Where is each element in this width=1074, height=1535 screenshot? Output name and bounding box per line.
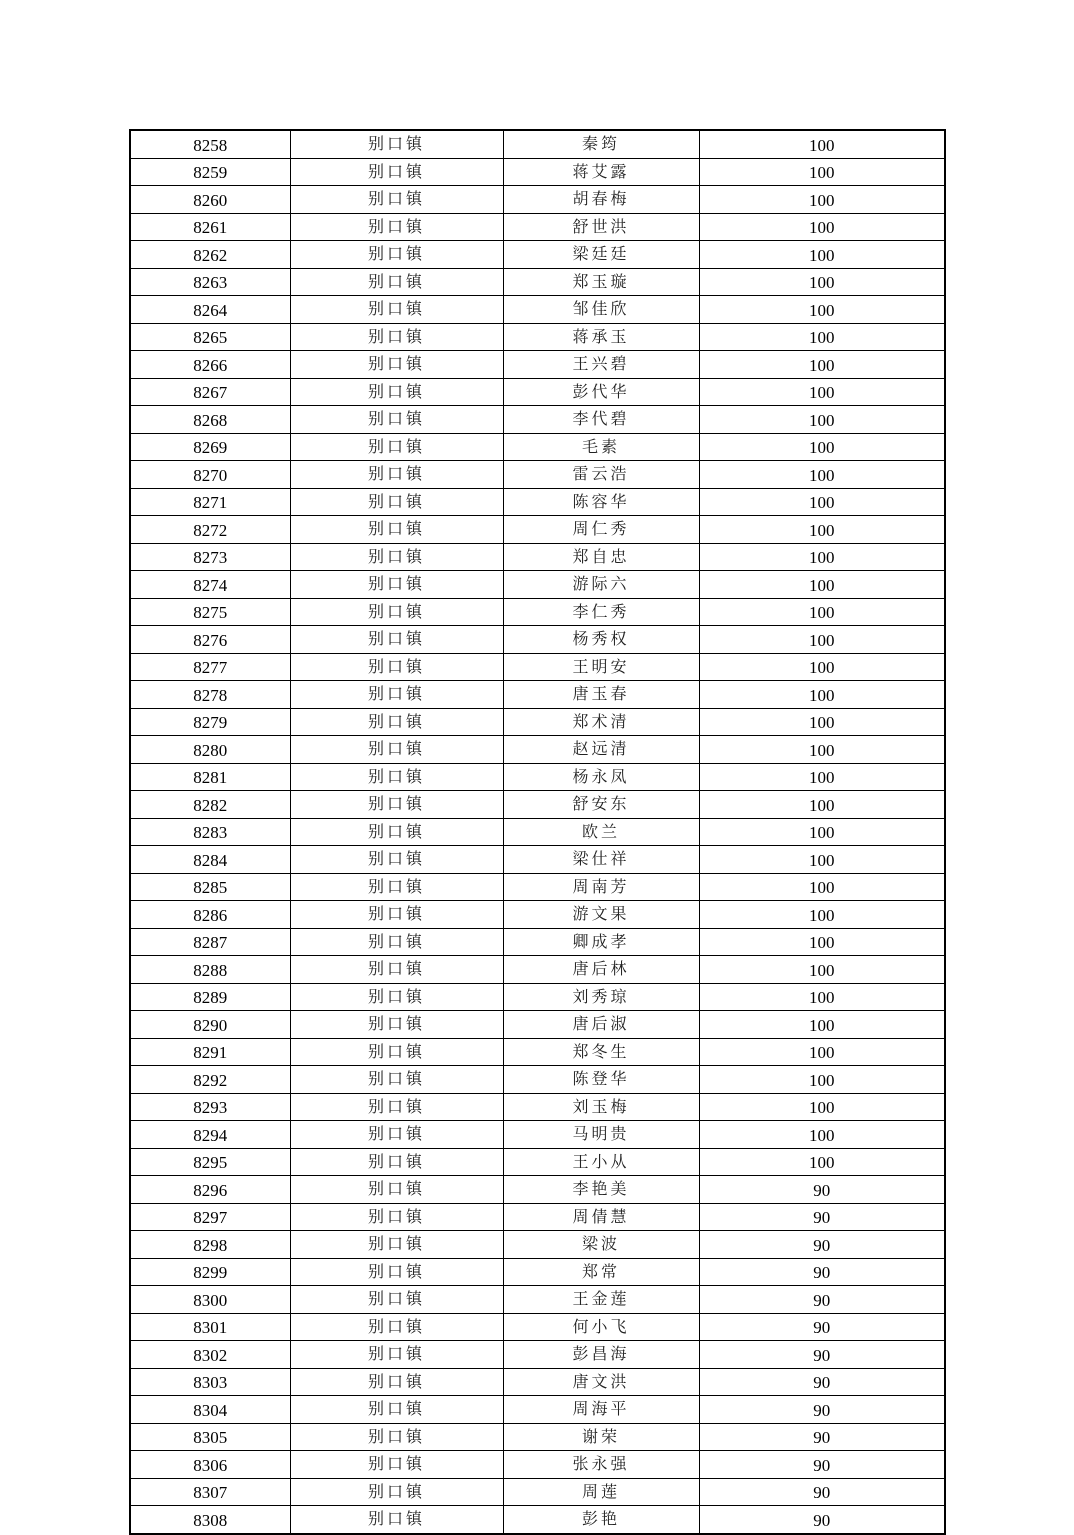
table-row — [130, 1368, 945, 1396]
person-name-cell: 梁廷廷 — [503, 241, 699, 269]
town-cell: 别口镇 — [290, 268, 503, 296]
town-cell: 别口镇 — [290, 681, 503, 709]
town-cell: 别口镇 — [290, 1011, 503, 1039]
town-cell: 别口镇 — [290, 158, 503, 186]
table-row — [130, 1203, 945, 1231]
person-name-cell: 王兴碧 — [503, 351, 699, 379]
table-row — [130, 241, 945, 269]
table-row — [130, 488, 945, 516]
town-cell: 别口镇 — [290, 791, 503, 819]
serial-number-cell: 8277 — [130, 653, 290, 681]
serial-number-cell: 8293 — [130, 1093, 290, 1121]
town-cell: 别口镇 — [290, 1368, 503, 1396]
amount-cell: 100 — [699, 351, 945, 379]
amount-cell: 100 — [699, 1093, 945, 1121]
serial-number-cell: 8284 — [130, 846, 290, 874]
town-cell: 别口镇 — [290, 1176, 503, 1204]
table-row — [130, 626, 945, 654]
person-name-cell: 唐后林 — [503, 956, 699, 984]
table-row — [130, 1258, 945, 1286]
town-cell: 别口镇 — [290, 1313, 503, 1341]
serial-number-cell: 8290 — [130, 1011, 290, 1039]
amount-cell: 100 — [699, 268, 945, 296]
table-row — [130, 213, 945, 241]
serial-number-cell: 8304 — [130, 1396, 290, 1424]
serial-number-cell: 8274 — [130, 571, 290, 599]
person-name-cell: 邹佳欣 — [503, 296, 699, 324]
town-cell: 别口镇 — [290, 241, 503, 269]
amount-cell: 100 — [699, 956, 945, 984]
table-row — [130, 1148, 945, 1176]
amount-cell: 90 — [699, 1506, 945, 1534]
town-cell: 别口镇 — [290, 1478, 503, 1506]
table-row — [130, 461, 945, 489]
table-row — [130, 736, 945, 764]
serial-number-cell: 8267 — [130, 378, 290, 406]
town-cell: 别口镇 — [290, 818, 503, 846]
table-row — [130, 158, 945, 186]
serial-number-cell: 8283 — [130, 818, 290, 846]
person-name-cell: 何小飞 — [503, 1313, 699, 1341]
table-row — [130, 1121, 945, 1149]
table-row — [130, 901, 945, 929]
town-cell: 别口镇 — [290, 1423, 503, 1451]
serial-number-cell: 8292 — [130, 1066, 290, 1094]
table-row — [130, 1396, 945, 1424]
serial-number-cell: 8286 — [130, 901, 290, 929]
amount-cell: 100 — [699, 158, 945, 186]
table-row — [130, 956, 945, 984]
person-name-cell: 王金莲 — [503, 1286, 699, 1314]
serial-number-cell: 8300 — [130, 1286, 290, 1314]
amount-cell: 100 — [699, 846, 945, 874]
amount-cell: 100 — [699, 736, 945, 764]
amount-cell: 100 — [699, 626, 945, 654]
serial-number-cell: 8305 — [130, 1423, 290, 1451]
person-name-cell: 周倩慧 — [503, 1203, 699, 1231]
table-row — [130, 296, 945, 324]
town-cell: 别口镇 — [290, 1148, 503, 1176]
town-cell: 别口镇 — [290, 1093, 503, 1121]
town-cell: 别口镇 — [290, 186, 503, 214]
table-row — [130, 1478, 945, 1506]
amount-cell: 100 — [699, 406, 945, 434]
town-cell: 别口镇 — [290, 1038, 503, 1066]
person-name-cell: 游文果 — [503, 901, 699, 929]
table-row — [130, 983, 945, 1011]
town-cell: 别口镇 — [290, 461, 503, 489]
person-name-cell: 赵远清 — [503, 736, 699, 764]
town-cell: 别口镇 — [290, 130, 503, 158]
town-cell: 别口镇 — [290, 873, 503, 901]
town-cell: 别口镇 — [290, 1396, 503, 1424]
amount-cell: 100 — [699, 708, 945, 736]
table-row — [130, 1011, 945, 1039]
town-cell: 别口镇 — [290, 1121, 503, 1149]
amount-cell: 100 — [699, 571, 945, 599]
table-row — [130, 846, 945, 874]
town-cell: 别口镇 — [290, 736, 503, 764]
person-name-cell: 蒋艾露 — [503, 158, 699, 186]
serial-number-cell: 8262 — [130, 241, 290, 269]
amount-cell: 100 — [699, 213, 945, 241]
amount-cell: 100 — [699, 1121, 945, 1149]
town-cell: 别口镇 — [290, 213, 503, 241]
amount-cell: 100 — [699, 598, 945, 626]
amount-cell: 100 — [699, 186, 945, 214]
person-name-cell: 陈容华 — [503, 488, 699, 516]
table-row — [130, 351, 945, 379]
town-cell: 别口镇 — [290, 1203, 503, 1231]
table-row — [130, 1423, 945, 1451]
table-row — [130, 708, 945, 736]
town-cell: 别口镇 — [290, 928, 503, 956]
serial-number-cell: 8275 — [130, 598, 290, 626]
town-cell: 别口镇 — [290, 956, 503, 984]
serial-number-cell: 8296 — [130, 1176, 290, 1204]
amount-cell: 100 — [699, 818, 945, 846]
serial-number-cell: 8289 — [130, 983, 290, 1011]
table-row — [130, 681, 945, 709]
person-name-cell: 毛素 — [503, 433, 699, 461]
town-cell: 别口镇 — [290, 406, 503, 434]
town-cell: 别口镇 — [290, 626, 503, 654]
person-name-cell: 欧兰 — [503, 818, 699, 846]
table-row — [130, 1093, 945, 1121]
serial-number-cell: 8266 — [130, 351, 290, 379]
person-name-cell: 刘玉梅 — [503, 1093, 699, 1121]
table-row — [130, 571, 945, 599]
person-name-cell: 彭代华 — [503, 378, 699, 406]
serial-number-cell: 8288 — [130, 956, 290, 984]
town-cell: 别口镇 — [290, 516, 503, 544]
table-row — [130, 1341, 945, 1369]
amount-cell: 90 — [699, 1451, 945, 1479]
person-name-cell: 郑术清 — [503, 708, 699, 736]
town-cell: 别口镇 — [290, 1506, 503, 1534]
person-name-cell: 周仁秀 — [503, 516, 699, 544]
amount-cell: 100 — [699, 130, 945, 158]
serial-number-cell: 8278 — [130, 681, 290, 709]
town-cell: 别口镇 — [290, 351, 503, 379]
person-name-cell: 胡春梅 — [503, 186, 699, 214]
table-row — [130, 186, 945, 214]
table-row — [130, 1176, 945, 1204]
table-row — [130, 763, 945, 791]
serial-number-cell: 8273 — [130, 543, 290, 571]
amount-cell: 100 — [699, 433, 945, 461]
person-name-cell: 张永强 — [503, 1451, 699, 1479]
serial-number-cell: 8307 — [130, 1478, 290, 1506]
serial-number-cell: 8298 — [130, 1231, 290, 1259]
person-name-cell: 梁波 — [503, 1231, 699, 1259]
amount-cell: 100 — [699, 1011, 945, 1039]
table-row — [130, 130, 945, 158]
town-cell: 别口镇 — [290, 1341, 503, 1369]
serial-number-cell: 8281 — [130, 763, 290, 791]
table-row — [130, 791, 945, 819]
serial-number-cell: 8276 — [130, 626, 290, 654]
town-cell: 别口镇 — [290, 543, 503, 571]
serial-number-cell: 8271 — [130, 488, 290, 516]
table-row — [130, 1066, 945, 1094]
amount-cell: 90 — [699, 1368, 945, 1396]
person-name-cell: 刘秀琼 — [503, 983, 699, 1011]
person-name-cell: 雷云浩 — [503, 461, 699, 489]
serial-number-cell: 8297 — [130, 1203, 290, 1231]
serial-number-cell: 8280 — [130, 736, 290, 764]
serial-number-cell: 8282 — [130, 791, 290, 819]
serial-number-cell: 8263 — [130, 268, 290, 296]
amount-cell: 90 — [699, 1203, 945, 1231]
person-name-cell: 秦筠 — [503, 130, 699, 158]
town-cell: 别口镇 — [290, 323, 503, 351]
person-name-cell: 陈登华 — [503, 1066, 699, 1094]
person-name-cell: 郑冬生 — [503, 1038, 699, 1066]
serial-number-cell: 8268 — [130, 406, 290, 434]
serial-number-cell: 8272 — [130, 516, 290, 544]
amount-cell: 100 — [699, 681, 945, 709]
person-name-cell: 唐后淑 — [503, 1011, 699, 1039]
amount-cell: 100 — [699, 653, 945, 681]
serial-number-cell: 8285 — [130, 873, 290, 901]
roster-table-body — [130, 130, 945, 1534]
amount-cell: 100 — [699, 543, 945, 571]
serial-number-cell: 8259 — [130, 158, 290, 186]
serial-number-cell: 8294 — [130, 1121, 290, 1149]
table-row — [130, 1038, 945, 1066]
town-cell: 别口镇 — [290, 1258, 503, 1286]
person-name-cell: 郑常 — [503, 1258, 699, 1286]
table-row — [130, 928, 945, 956]
amount-cell: 100 — [699, 296, 945, 324]
person-name-cell: 唐文洪 — [503, 1368, 699, 1396]
serial-number-cell: 8308 — [130, 1506, 290, 1534]
table-row — [130, 323, 945, 351]
person-name-cell: 杨永凤 — [503, 763, 699, 791]
person-name-cell: 梁仕祥 — [503, 846, 699, 874]
amount-cell: 90 — [699, 1176, 945, 1204]
town-cell: 别口镇 — [290, 571, 503, 599]
table-row — [130, 268, 945, 296]
amount-cell: 100 — [699, 791, 945, 819]
serial-number-cell: 8261 — [130, 213, 290, 241]
table-row — [130, 1313, 945, 1341]
table-row — [130, 598, 945, 626]
town-cell: 别口镇 — [290, 901, 503, 929]
amount-cell: 90 — [699, 1231, 945, 1259]
town-cell: 别口镇 — [290, 378, 503, 406]
serial-number-cell: 8287 — [130, 928, 290, 956]
amount-cell: 100 — [699, 516, 945, 544]
table-row — [130, 818, 945, 846]
serial-number-cell: 8269 — [130, 433, 290, 461]
person-name-cell: 周莲 — [503, 1478, 699, 1506]
table-row — [130, 1286, 945, 1314]
person-name-cell: 彭昌海 — [503, 1341, 699, 1369]
serial-number-cell: 8270 — [130, 461, 290, 489]
serial-number-cell: 8303 — [130, 1368, 290, 1396]
amount-cell: 100 — [699, 873, 945, 901]
amount-cell: 90 — [699, 1423, 945, 1451]
serial-number-cell: 8306 — [130, 1451, 290, 1479]
serial-number-cell: 8301 — [130, 1313, 290, 1341]
table-row — [130, 516, 945, 544]
person-name-cell: 王小从 — [503, 1148, 699, 1176]
amount-cell: 100 — [699, 983, 945, 1011]
person-name-cell: 李代碧 — [503, 406, 699, 434]
table-row — [130, 433, 945, 461]
town-cell: 别口镇 — [290, 296, 503, 324]
person-name-cell: 蒋承玉 — [503, 323, 699, 351]
person-name-cell: 郑自忠 — [503, 543, 699, 571]
person-name-cell: 郑玉璇 — [503, 268, 699, 296]
serial-number-cell: 8295 — [130, 1148, 290, 1176]
person-name-cell: 周南芳 — [503, 873, 699, 901]
amount-cell: 100 — [699, 241, 945, 269]
person-name-cell: 杨秀权 — [503, 626, 699, 654]
amount-cell: 90 — [699, 1313, 945, 1341]
person-name-cell: 李仁秀 — [503, 598, 699, 626]
town-cell: 别口镇 — [290, 846, 503, 874]
serial-number-cell: 8299 — [130, 1258, 290, 1286]
person-name-cell: 舒安东 — [503, 791, 699, 819]
table-row — [130, 406, 945, 434]
table-row — [130, 873, 945, 901]
person-name-cell: 王明安 — [503, 653, 699, 681]
town-cell: 别口镇 — [290, 708, 503, 736]
amount-cell: 100 — [699, 461, 945, 489]
town-cell: 别口镇 — [290, 1231, 503, 1259]
person-name-cell: 彭艳 — [503, 1506, 699, 1534]
town-cell: 别口镇 — [290, 1066, 503, 1094]
person-name-cell: 李艳美 — [503, 1176, 699, 1204]
amount-cell: 100 — [699, 1066, 945, 1094]
serial-number-cell: 8258 — [130, 130, 290, 158]
amount-cell: 100 — [699, 1148, 945, 1176]
town-cell: 别口镇 — [290, 983, 503, 1011]
person-name-cell: 舒世洪 — [503, 213, 699, 241]
amount-cell: 100 — [699, 763, 945, 791]
serial-number-cell: 8260 — [130, 186, 290, 214]
town-cell: 别口镇 — [290, 433, 503, 461]
roster-table — [129, 129, 946, 1535]
amount-cell: 90 — [699, 1258, 945, 1286]
amount-cell: 90 — [699, 1396, 945, 1424]
town-cell: 别口镇 — [290, 488, 503, 516]
table-row — [130, 378, 945, 406]
serial-number-cell: 8291 — [130, 1038, 290, 1066]
amount-cell: 90 — [699, 1341, 945, 1369]
person-name-cell: 谢荣 — [503, 1423, 699, 1451]
town-cell: 别口镇 — [290, 763, 503, 791]
serial-number-cell: 8264 — [130, 296, 290, 324]
town-cell: 别口镇 — [290, 653, 503, 681]
amount-cell: 100 — [699, 323, 945, 351]
amount-cell: 100 — [699, 488, 945, 516]
amount-cell: 100 — [699, 1038, 945, 1066]
amount-cell: 90 — [699, 1286, 945, 1314]
person-name-cell: 游际六 — [503, 571, 699, 599]
serial-number-cell: 8265 — [130, 323, 290, 351]
person-name-cell: 周海平 — [503, 1396, 699, 1424]
table-row — [130, 1451, 945, 1479]
town-cell: 别口镇 — [290, 1286, 503, 1314]
table-row — [130, 1231, 945, 1259]
town-cell: 别口镇 — [290, 1451, 503, 1479]
person-name-cell: 卿成孝 — [503, 928, 699, 956]
amount-cell: 100 — [699, 378, 945, 406]
person-name-cell: 唐玉春 — [503, 681, 699, 709]
amount-cell: 90 — [699, 1478, 945, 1506]
town-cell: 别口镇 — [290, 598, 503, 626]
serial-number-cell: 8279 — [130, 708, 290, 736]
amount-cell: 100 — [699, 901, 945, 929]
amount-cell: 100 — [699, 928, 945, 956]
serial-number-cell: 8302 — [130, 1341, 290, 1369]
table-row — [130, 543, 945, 571]
table-row — [130, 653, 945, 681]
person-name-cell: 马明贵 — [503, 1121, 699, 1149]
